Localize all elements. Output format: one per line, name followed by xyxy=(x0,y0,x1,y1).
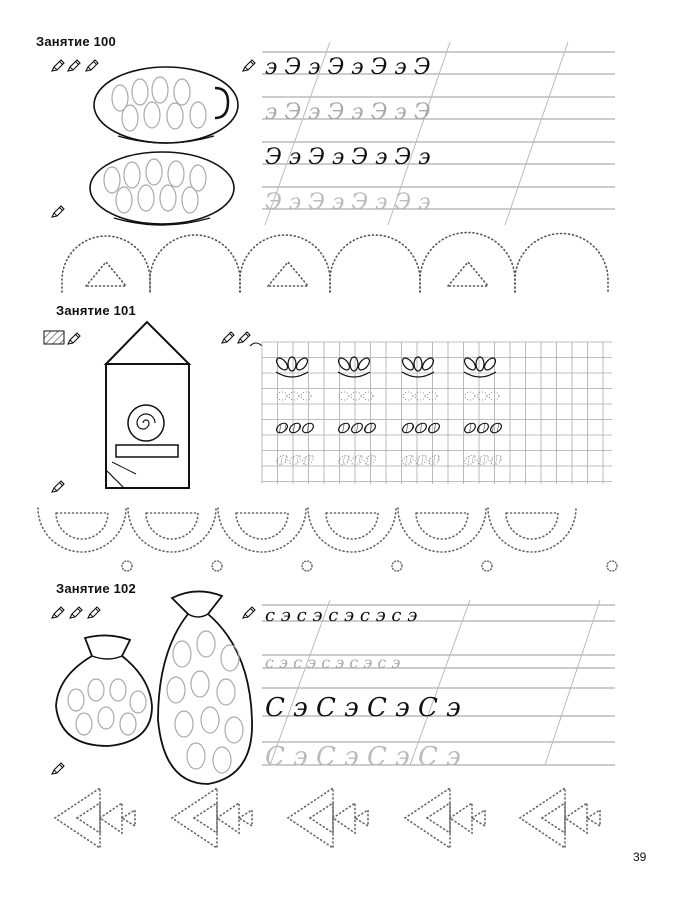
svg-text:с э с э с э с э с э: с э с э с э с э с э xyxy=(265,653,401,672)
dotted-arch-border-100 xyxy=(62,233,608,292)
small-sack xyxy=(56,635,152,746)
platter-top xyxy=(94,67,238,143)
platter-bottom xyxy=(90,152,234,225)
large-sack xyxy=(158,591,252,784)
pencil-icon-group-2 xyxy=(222,332,262,346)
svg-text:Э э Э э Э э Э э: Э э Э э Э э Э э xyxy=(265,145,431,170)
lesson-102-title: Занятие 102 xyxy=(56,581,136,596)
pencil-icon-group-1 xyxy=(52,60,98,71)
svg-text:с э с э с э с э с э: с э с э с э с э с э xyxy=(265,605,418,626)
pencil-icon xyxy=(243,60,255,71)
pencil-icon xyxy=(52,206,64,217)
pencil-icon xyxy=(243,607,255,618)
svg-text:С э С э С э С э: С э С э С э С э xyxy=(265,693,461,723)
hatch-icon xyxy=(44,331,80,344)
page-number: 39 xyxy=(633,850,647,864)
svg-text:С э С э С э С э: С э С э С э С э xyxy=(265,742,461,772)
lesson-101-title: Занятие 101 xyxy=(56,303,136,318)
pencil-icon xyxy=(52,481,64,492)
dotted-triangle-border-102 xyxy=(55,788,600,848)
svg-text:э Э э Э э Э э Э: э Э э Э э Э э Э xyxy=(265,100,431,125)
pencil-icon-group-3 xyxy=(52,607,100,618)
pencil-icon xyxy=(52,763,64,774)
svg-text:э Э э Э э Э э Э: э Э э Э э Э э Э xyxy=(265,55,431,80)
letter-row-100-1 xyxy=(265,55,431,215)
dotted-semicircle-border-101 xyxy=(38,508,617,571)
birdhouse xyxy=(106,322,189,488)
lesson-100-title: Занятие 100 xyxy=(36,34,116,49)
svg-text:Э э Э э Э э Э э: Э э Э э Э э Э э xyxy=(265,190,431,215)
